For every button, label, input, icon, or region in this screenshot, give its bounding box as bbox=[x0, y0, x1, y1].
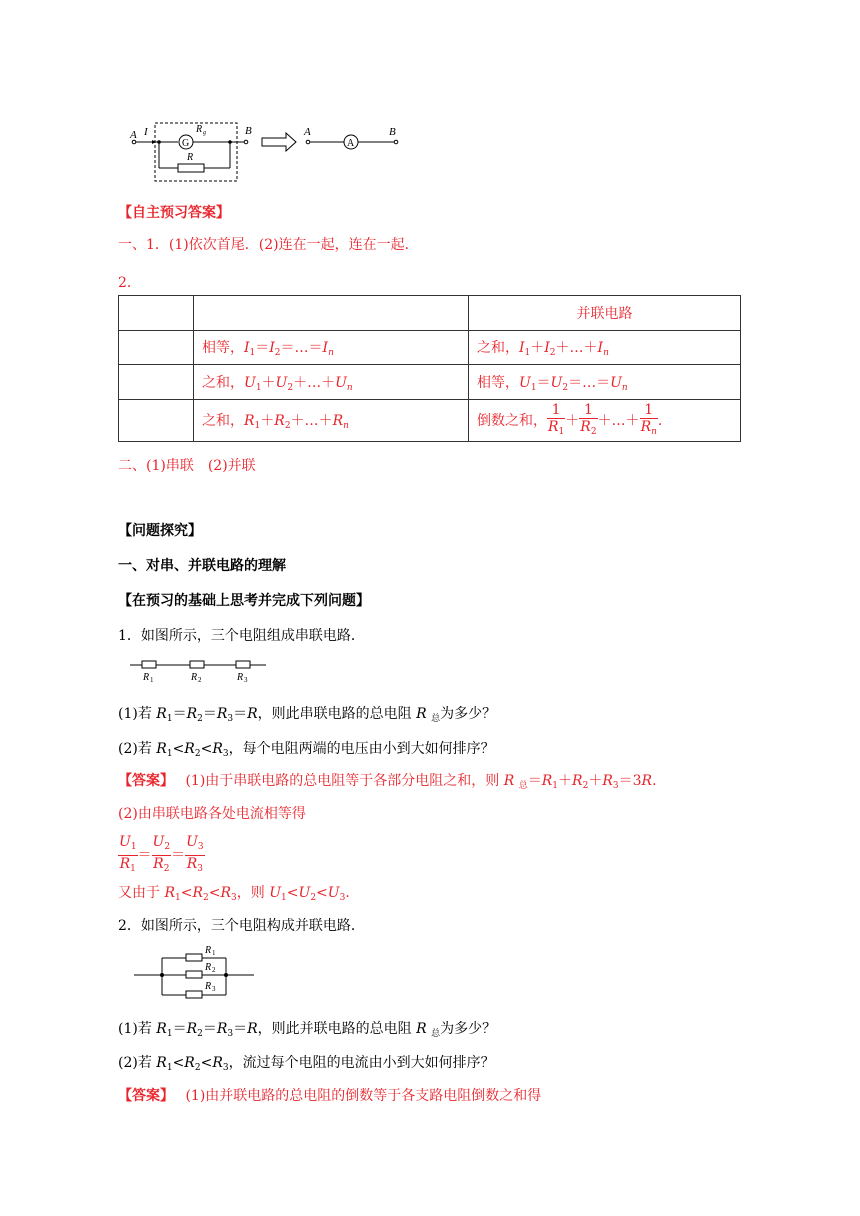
label-a2: A bbox=[304, 126, 311, 138]
series-parallel-table bbox=[118, 295, 741, 442]
series-circuit-figure bbox=[128, 659, 273, 685]
label-b: B bbox=[245, 125, 252, 137]
question-1: 1．如图所示，三个电阻组成串联电路． bbox=[118, 628, 365, 644]
label-a: A bbox=[130, 129, 137, 141]
label-r3: R bbox=[237, 672, 244, 683]
think-heading: 【在预习的基础上思考并完成下列问题】 bbox=[118, 593, 370, 609]
shunt-resistor bbox=[178, 164, 204, 172]
table-row bbox=[119, 400, 741, 442]
preview-answer-heading: 【自主预习答案】 bbox=[118, 205, 230, 221]
label-r1: R bbox=[143, 672, 150, 683]
item-1: 一、1．(1)依次首尾．(2)连在一起，连在一起． bbox=[118, 237, 419, 253]
table-row bbox=[119, 365, 741, 400]
answer-1-3: 又由于 $R_1<R_2<R_3$，则 $U_1<U_2<U_3$. bbox=[118, 885, 350, 903]
galvanometer-shunt-figure bbox=[126, 120, 406, 186]
svg-text:1: 1 bbox=[212, 949, 216, 957]
svg-text:3: 3 bbox=[244, 676, 248, 684]
ammeter-label: A bbox=[347, 138, 355, 149]
svg-text:2: 2 bbox=[198, 676, 202, 684]
voltage-ratio-formula: $\frac{U_1}{R_1}$ ＝ $\frac{U_2}{R_2}$ ＝ $\frac{U_3}{R_3}$ bbox=[119, 834, 204, 874]
question-2: 2．如图所示，三个电阻构成并联电路． bbox=[118, 918, 365, 934]
table-cell bbox=[194, 296, 469, 331]
table-cell bbox=[119, 296, 194, 331]
question-2-2: (2)若 $R_1<R_2<R_3$，流过每个电阻的电流由小到大如何排序？ bbox=[118, 1055, 495, 1073]
svg-text:g: g bbox=[203, 130, 206, 136]
section-1-title: 一、对串、并联电路的理解 bbox=[118, 558, 286, 574]
svg-text:2: 2 bbox=[212, 966, 216, 974]
answer-2: 【答案】 (1)由并联电路的总电阻的倒数等于各支路电阻倒数之和得 bbox=[118, 1088, 542, 1104]
label-r: R bbox=[187, 152, 194, 163]
table-cell: 相等，$U_1=U_2=\dots=U_n$ bbox=[469, 365, 741, 400]
label-r2: R bbox=[191, 672, 198, 683]
question-1-1: (1)若 $R_1=R_2=R_3=R$，则此串联电路的总电阻 R $_总$为多少？ bbox=[118, 706, 497, 724]
label-r1: R bbox=[205, 945, 212, 956]
label-b2: B bbox=[389, 126, 396, 138]
table-cell: 之和，$I_1+I_2+\dots+I_n$ bbox=[469, 331, 741, 365]
item-er: 二、(1)串联 (2)并联 bbox=[118, 458, 256, 474]
label-rg: R bbox=[196, 124, 203, 135]
table-cell: 之和，$U_1+U_2+\dots+U_n$ bbox=[194, 365, 469, 400]
inquiry-heading: 【问题探究】 bbox=[118, 523, 202, 539]
svg-text:3: 3 bbox=[212, 985, 216, 993]
question-2-1: (1)若 $R_1=R_2=R_3=R$，则此并联电路的总电阻 R $_总$为多少？ bbox=[118, 1021, 497, 1039]
label-r2: R bbox=[205, 962, 212, 973]
table-header-parallel: 并联电路 bbox=[469, 296, 741, 331]
table-cell: 相等，$I_1=I_2=\dots=I_n$ bbox=[194, 331, 469, 365]
label-r3: R bbox=[205, 981, 212, 992]
parallel-circuit-figure bbox=[132, 943, 257, 1000]
answer-1-2: (2)由串联电路各处电流相等得 bbox=[118, 806, 306, 822]
table-cell: 之和，$R_1+R_2+\dots+R_n$ bbox=[194, 400, 469, 442]
table-cell: 倒数之和， $\frac{1}{R_1}$ ＋ $\frac{1}{R_2}$ ＋…＋ $\frac{1}{R_n}$ . bbox=[469, 400, 741, 442]
galvanometer-label: G bbox=[182, 138, 190, 149]
item-2: 2． bbox=[118, 275, 141, 291]
svg-text:1: 1 bbox=[150, 676, 154, 684]
question-1-2: (2)若 $R_1<R_2<R_3$，每个电阻两端的电压由小到大如何排序？ bbox=[118, 741, 495, 759]
answer-1: 【答案】 (1)由于串联电路的总电阻等于各部分电阻之和，则 R $_总=R_1+R_2+R_3=3R$. bbox=[118, 773, 657, 791]
label-i: I bbox=[144, 126, 148, 138]
arrow-right-icon bbox=[262, 133, 296, 151]
table-row bbox=[119, 331, 741, 365]
